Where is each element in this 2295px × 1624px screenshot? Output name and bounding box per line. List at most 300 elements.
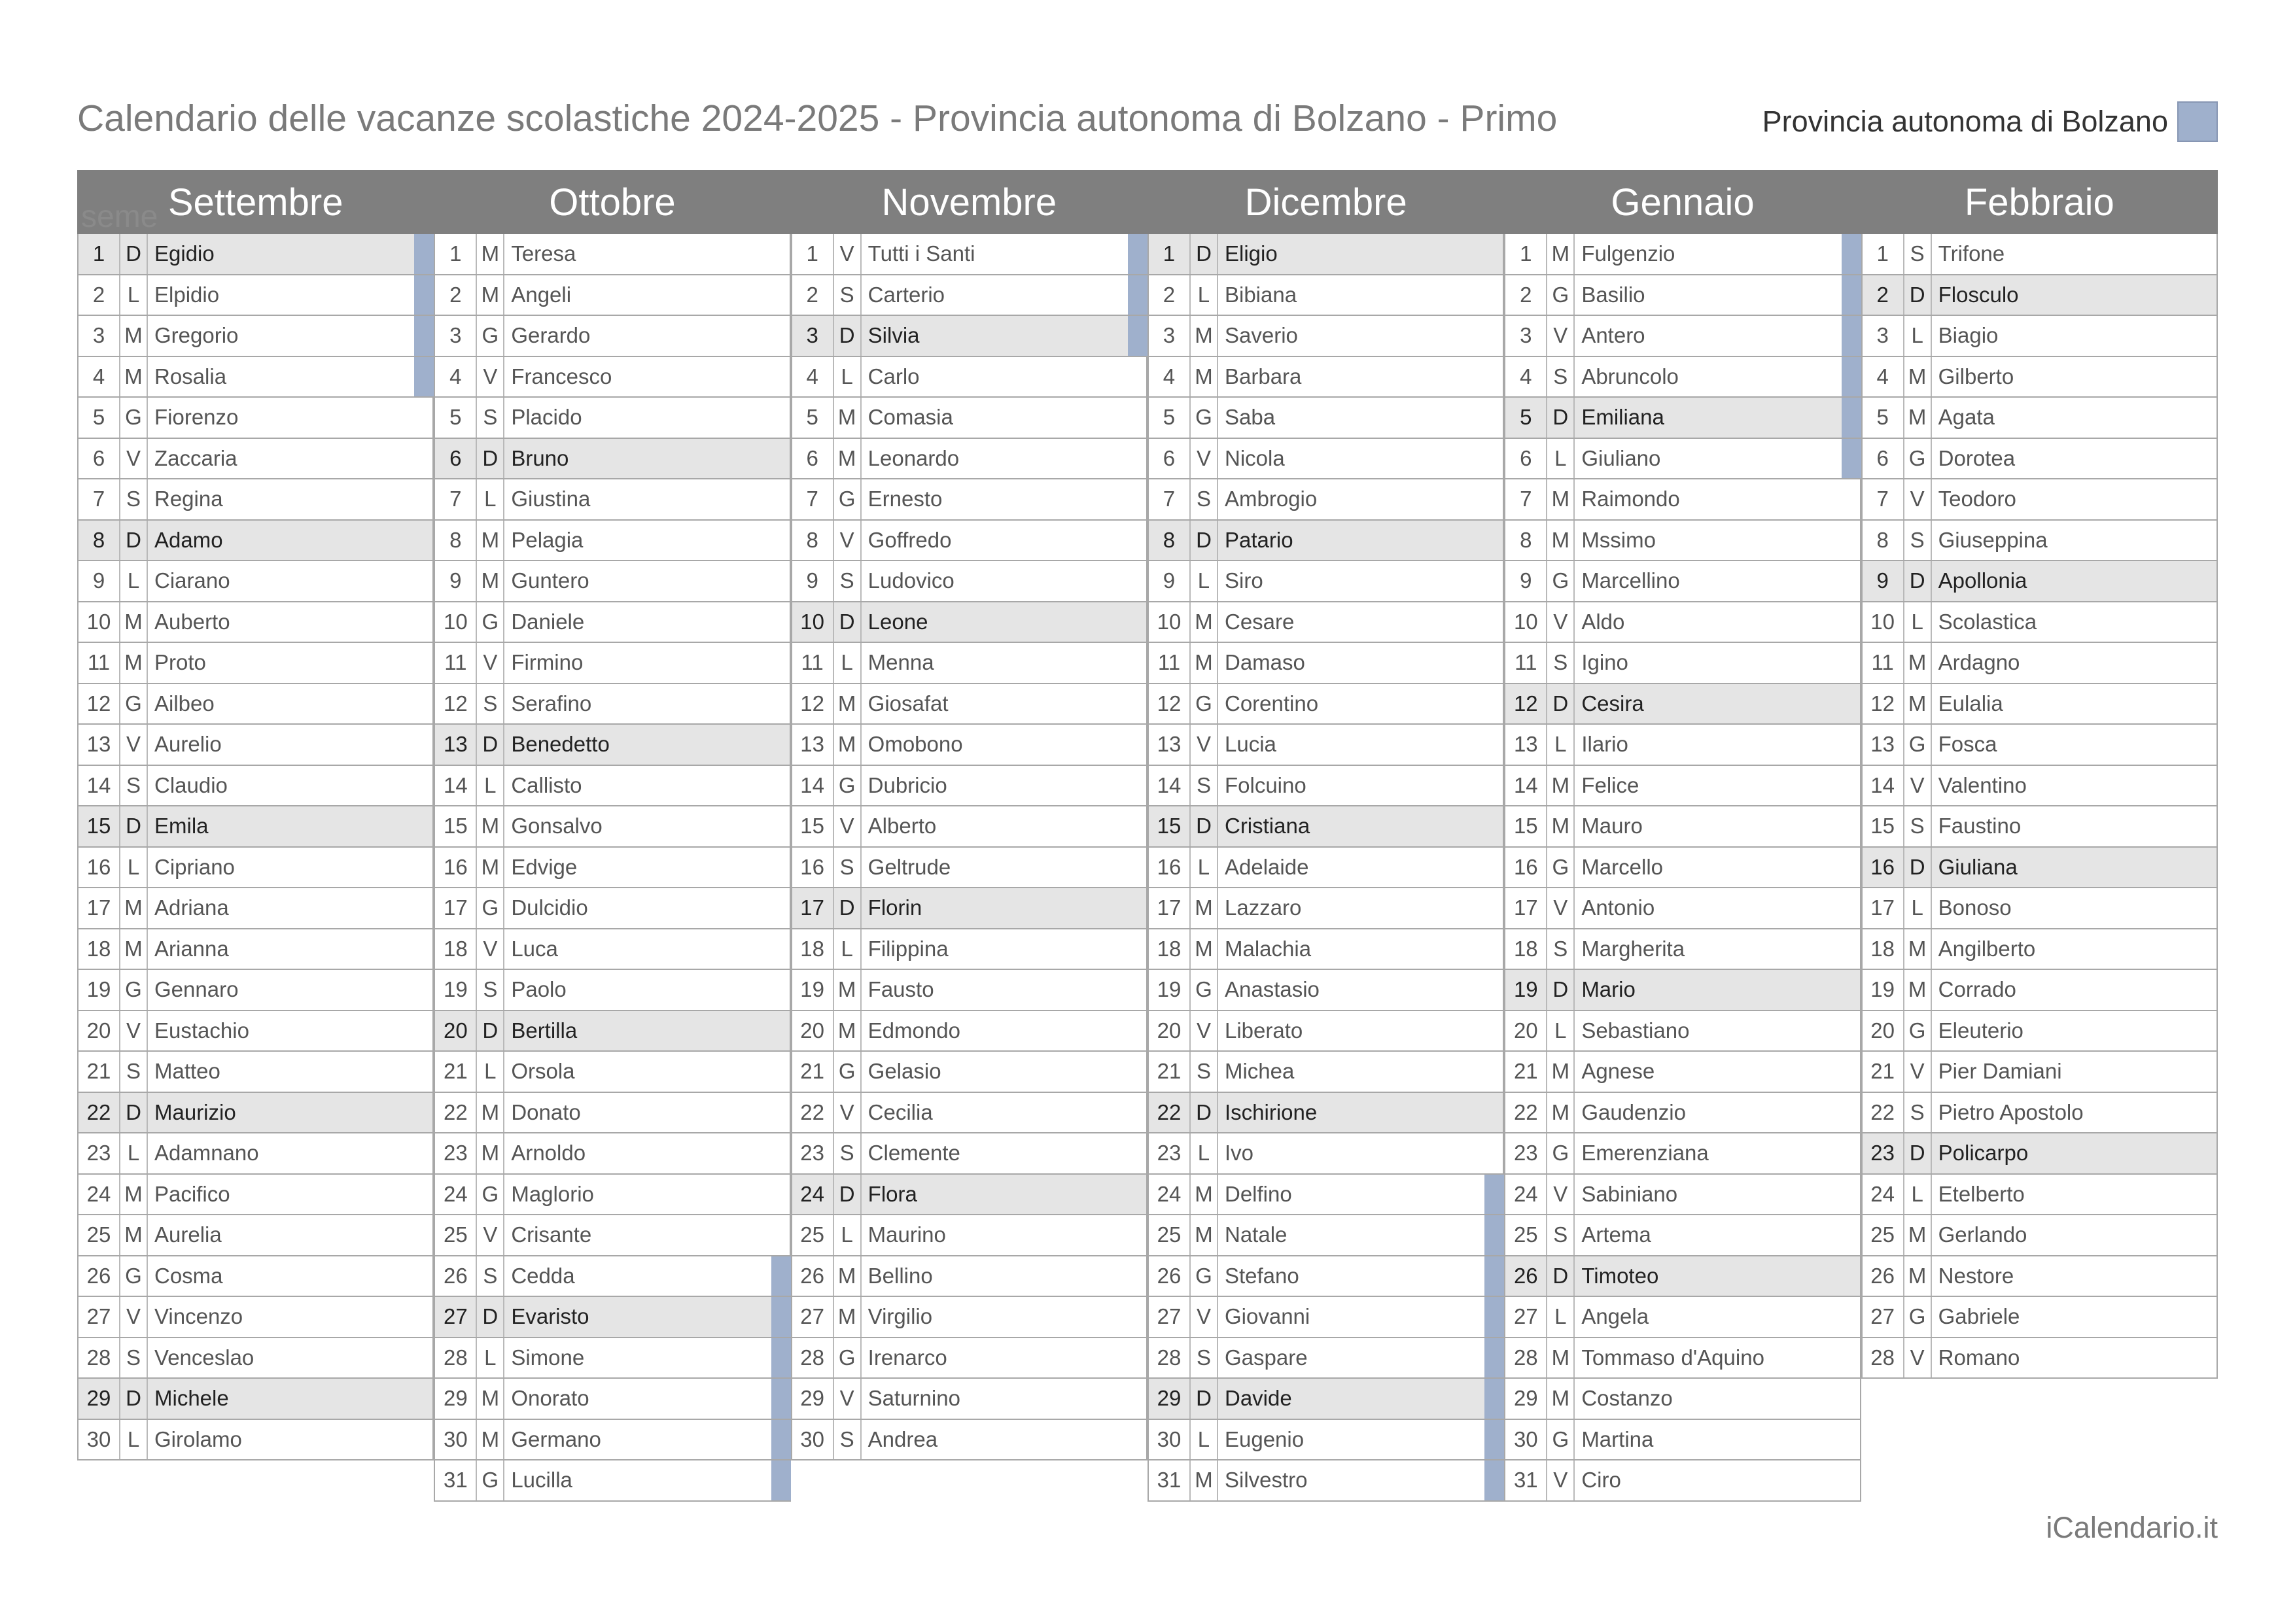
- saint-name: Ailbeo: [154, 691, 215, 716]
- saint-name: Eustachio: [154, 1018, 249, 1043]
- day-row: [434, 521, 790, 562]
- day-number: 16: [1505, 848, 1547, 888]
- day-row: [1504, 888, 1861, 929]
- saint-name: Andrea: [867, 1426, 938, 1451]
- weekday-letter: S: [1547, 929, 1575, 969]
- saint-name: Cesare: [1224, 609, 1295, 634]
- day-number: 14: [435, 766, 477, 806]
- saint-name: Cipriano: [154, 854, 235, 879]
- day-row: [1504, 970, 1861, 1011]
- day-row: [1148, 234, 1504, 275]
- day-number: 3: [435, 316, 477, 356]
- holiday-marker: [1484, 1215, 1504, 1255]
- weekday-letter: S: [477, 398, 504, 438]
- weekday-letter: L: [1547, 1011, 1575, 1051]
- weekday-letter: G: [1904, 439, 1932, 479]
- day-row: [434, 1460, 790, 1502]
- day-row: [77, 1215, 434, 1256]
- weekday-letter: M: [834, 398, 862, 438]
- saint-name: Girolamo: [154, 1426, 242, 1451]
- weekday-letter: M: [1904, 643, 1932, 683]
- weekday-letter: S: [477, 1256, 504, 1296]
- saint-name: Mario: [1581, 977, 1636, 1002]
- day-number: 15: [1149, 806, 1191, 846]
- day-number: 8: [1863, 521, 1904, 561]
- day-number: 13: [1149, 725, 1191, 765]
- weekday-letter: M: [1904, 970, 1932, 1010]
- holiday-marker: [1842, 275, 1861, 315]
- day-row: [1148, 766, 1504, 807]
- day-number: 16: [792, 848, 834, 888]
- saint-name: Ivo: [1224, 1141, 1254, 1166]
- saint-name: Matteo: [154, 1059, 220, 1084]
- saint-name: Nicola: [1224, 445, 1285, 470]
- saint-name: Scolastica: [1938, 609, 2037, 634]
- month-column: [1148, 170, 1504, 1502]
- legend-label: Provincia autonoma di Bolzano: [1762, 105, 2168, 138]
- day-row: [791, 275, 1148, 317]
- month-name: Dicembre: [1244, 181, 1407, 224]
- weekday-letter: V: [1904, 1052, 1932, 1092]
- saint-name: Adriana: [154, 895, 229, 920]
- day-row: [77, 806, 434, 848]
- day-row: [791, 357, 1148, 398]
- saint-name: Aurelio: [154, 732, 222, 757]
- day-row: [77, 398, 434, 439]
- holiday-marker: [771, 1256, 791, 1296]
- day-row: [434, 439, 790, 480]
- day-row: [1861, 806, 2218, 848]
- day-number: 9: [1149, 561, 1191, 601]
- weekday-letter: G: [834, 479, 862, 519]
- day-row: [791, 1256, 1148, 1298]
- saint-name: Malachia: [1224, 936, 1312, 961]
- day-row: [1504, 848, 1861, 889]
- day-row: [1504, 398, 1861, 439]
- weekday-letter: G: [120, 1256, 148, 1296]
- saint-name: Rosalia: [154, 364, 227, 389]
- saint-name: Donato: [511, 1099, 581, 1124]
- saint-name: Fiorenzo: [154, 405, 239, 430]
- weekday-letter: L: [834, 1215, 862, 1255]
- holiday-marker: [1484, 1256, 1504, 1296]
- day-number: 28: [1863, 1338, 1904, 1378]
- weekday-letter: V: [1547, 1460, 1575, 1500]
- weekday-letter: M: [1191, 1215, 1218, 1255]
- day-row: [77, 602, 434, 644]
- day-row: [1148, 643, 1504, 684]
- holiday-marker: [1842, 234, 1861, 274]
- day-number: 11: [79, 643, 120, 683]
- weekday-letter: M: [120, 643, 148, 683]
- day-row: [1861, 602, 2218, 644]
- saint-name: Trifone: [1938, 241, 2005, 266]
- weekday-letter: L: [1191, 275, 1218, 315]
- day-row: [434, 929, 790, 971]
- day-number: 19: [1149, 970, 1191, 1010]
- weekday-letter: M: [834, 1256, 862, 1296]
- saint-name: Simone: [511, 1345, 585, 1370]
- day-row: [434, 1379, 790, 1420]
- day-number: 10: [79, 602, 120, 642]
- weekday-letter: M: [1547, 1338, 1575, 1378]
- day-number: 11: [792, 643, 834, 683]
- day-row: [791, 561, 1148, 602]
- weekday-letter: M: [1191, 929, 1218, 969]
- weekday-letter: D: [1191, 1093, 1218, 1133]
- saint-name: Costanzo: [1581, 1386, 1673, 1411]
- day-number: 14: [792, 766, 834, 806]
- day-row: [1148, 316, 1504, 357]
- saint-name: Adelaide: [1224, 854, 1309, 879]
- day-number: 21: [1505, 1052, 1547, 1092]
- weekday-letter: M: [1547, 766, 1575, 806]
- weekday-letter: L: [1547, 439, 1575, 479]
- saint-name: Giovanni: [1224, 1304, 1310, 1329]
- day-row: [1148, 1011, 1504, 1052]
- weekday-letter: V: [477, 1215, 504, 1255]
- day-number: 20: [792, 1011, 834, 1051]
- day-number: 10: [1863, 602, 1904, 642]
- day-row: [1861, 643, 2218, 684]
- day-number: 13: [79, 725, 120, 765]
- holiday-marker: [414, 357, 434, 397]
- saint-name: Mauro: [1581, 814, 1643, 838]
- day-row: [434, 1215, 790, 1256]
- day-row: [77, 234, 434, 275]
- day-row: [1861, 275, 2218, 317]
- day-number: 31: [1505, 1460, 1547, 1500]
- saint-name: Gilberto: [1938, 364, 2014, 389]
- saint-name: Cosma: [154, 1263, 223, 1288]
- day-number: 6: [79, 439, 120, 479]
- saint-name: Bonoso: [1938, 895, 2012, 920]
- weekday-letter: G: [1191, 1256, 1218, 1296]
- day-row: [77, 1420, 434, 1461]
- day-number: 22: [792, 1093, 834, 1133]
- weekday-letter: L: [1904, 888, 1932, 928]
- weekday-letter: S: [1547, 1215, 1575, 1255]
- day-row: [1861, 1338, 2218, 1379]
- saint-name: Gennaro: [154, 977, 239, 1002]
- day-number: 18: [1149, 929, 1191, 969]
- day-row: [1148, 1460, 1504, 1502]
- weekday-letter: V: [1191, 725, 1218, 765]
- weekday-letter: G: [477, 1460, 504, 1500]
- weekday-letter: M: [1904, 398, 1932, 438]
- day-row: [1504, 1338, 1861, 1379]
- day-number: 10: [435, 602, 477, 642]
- saint-name: Carterio: [867, 282, 945, 307]
- weekday-letter: M: [834, 725, 862, 765]
- saint-name: Silvestro: [1224, 1468, 1308, 1493]
- saint-name: Saverio: [1224, 323, 1298, 348]
- day-number: 12: [1505, 684, 1547, 724]
- saint-name: Antero: [1581, 323, 1645, 348]
- day-number: 28: [792, 1338, 834, 1378]
- day-number: 26: [792, 1256, 834, 1296]
- weekday-letter: M: [477, 521, 504, 561]
- day-row: [791, 1011, 1148, 1052]
- saint-name: Gaudenzio: [1581, 1099, 1686, 1124]
- day-row: [791, 439, 1148, 480]
- day-row: [77, 766, 434, 807]
- saint-name: Marcello: [1581, 854, 1664, 879]
- day-number: 12: [1149, 684, 1191, 724]
- weekday-letter: S: [1191, 1338, 1218, 1378]
- saint-name: Adamnano: [154, 1141, 259, 1166]
- saint-name: Faustino: [1938, 814, 2022, 838]
- weekday-letter: L: [477, 1338, 504, 1378]
- weekday-letter: D: [834, 316, 862, 356]
- day-number: 18: [1863, 929, 1904, 969]
- weekday-letter: V: [1547, 316, 1575, 356]
- day-row: [77, 479, 434, 521]
- saint-name: Maurino: [867, 1222, 946, 1247]
- saint-name: Tutti i Santi: [867, 241, 975, 266]
- weekday-letter: M: [1191, 316, 1218, 356]
- saint-name: Apollonia: [1938, 568, 2027, 593]
- weekday-letter: M: [1904, 357, 1932, 397]
- day-number: 15: [792, 806, 834, 846]
- saint-name: Callisto: [511, 772, 582, 797]
- weekday-letter: G: [120, 398, 148, 438]
- saint-name: Lucilla: [511, 1468, 572, 1493]
- day-row: [77, 1133, 434, 1175]
- day-number: 25: [792, 1215, 834, 1255]
- day-number: 18: [1505, 929, 1547, 969]
- day-row: [791, 725, 1148, 766]
- day-number: 8: [79, 521, 120, 561]
- weekday-letter: S: [120, 1338, 148, 1378]
- saint-name: Anastasio: [1224, 977, 1320, 1002]
- day-row: [434, 398, 790, 439]
- day-number: 14: [1863, 766, 1904, 806]
- weekday-letter: S: [1191, 479, 1218, 519]
- saint-name: Ardagno: [1938, 650, 2020, 675]
- holiday-marker: [771, 1460, 791, 1500]
- day-row: [1504, 1379, 1861, 1420]
- weekday-letter: D: [834, 602, 862, 642]
- day-row: [1148, 521, 1504, 562]
- day-number: 16: [435, 848, 477, 888]
- weekday-letter: S: [834, 1133, 862, 1173]
- day-number: 28: [1505, 1338, 1547, 1378]
- weekday-letter: D: [477, 1011, 504, 1051]
- day-row: [791, 929, 1148, 971]
- holiday-marker: [1484, 1420, 1504, 1460]
- weekday-letter: M: [477, 1133, 504, 1173]
- weekday-letter: G: [120, 970, 148, 1010]
- day-number: 6: [792, 439, 834, 479]
- day-number: 5: [1505, 398, 1547, 438]
- header-ghost-text: seme: [81, 199, 158, 234]
- day-number: 4: [1863, 357, 1904, 397]
- day-row: [77, 1052, 434, 1093]
- day-row: [1504, 643, 1861, 684]
- saint-name: Basilio: [1581, 282, 1645, 307]
- saint-name: Sebastiano: [1581, 1018, 1690, 1043]
- weekday-letter: M: [120, 602, 148, 642]
- day-row: [1148, 1093, 1504, 1134]
- weekday-letter: L: [120, 1133, 148, 1173]
- saint-name: Dulcidio: [511, 895, 588, 920]
- saint-name: Corrado: [1938, 977, 2016, 1002]
- weekday-letter: D: [120, 234, 148, 274]
- day-row: [791, 398, 1148, 439]
- weekday-letter: L: [1547, 1297, 1575, 1337]
- weekday-letter: V: [477, 357, 504, 397]
- weekday-letter: D: [1904, 561, 1932, 601]
- day-row: [434, 234, 790, 275]
- weekday-letter: V: [834, 806, 862, 846]
- month-name: Gennaio: [1611, 181, 1755, 224]
- day-number: 31: [1149, 1460, 1191, 1500]
- day-row: [1504, 1256, 1861, 1298]
- saint-name: Serafino: [511, 691, 592, 716]
- saint-name: Cesira: [1581, 691, 1644, 716]
- saint-name: Ciarano: [154, 568, 230, 593]
- day-number: 1: [792, 234, 834, 274]
- day-number: 21: [792, 1052, 834, 1092]
- weekday-letter: V: [1547, 602, 1575, 642]
- page-title: Calendario delle vacanze scolastiche 2024-2025 - Provincia autonoma di Bolzano - Primo: [77, 97, 1558, 139]
- day-number: 13: [1505, 725, 1547, 765]
- weekday-letter: G: [1191, 398, 1218, 438]
- holiday-marker: [1128, 234, 1148, 274]
- day-number: 17: [792, 888, 834, 928]
- day-number: 13: [792, 725, 834, 765]
- day-number: 24: [435, 1175, 477, 1215]
- day-number: 19: [1863, 970, 1904, 1010]
- saint-name: Arnoldo: [511, 1141, 586, 1166]
- saint-name: Bibiana: [1224, 282, 1297, 307]
- day-number: 2: [79, 275, 120, 315]
- day-row: [1861, 1093, 2218, 1134]
- day-row: [1504, 1420, 1861, 1461]
- day-number: 1: [1149, 234, 1191, 274]
- weekday-letter: V: [120, 1297, 148, 1337]
- saint-name: Adamo: [154, 527, 223, 552]
- day-number: 9: [792, 561, 834, 601]
- weekday-letter: M: [120, 1215, 148, 1255]
- saint-name: Edvige: [511, 854, 578, 879]
- day-number: 1: [79, 234, 120, 274]
- weekday-letter: M: [120, 888, 148, 928]
- day-row: [791, 1093, 1148, 1134]
- weekday-letter: V: [477, 929, 504, 969]
- saint-name: Proto: [154, 650, 206, 675]
- holiday-marker: [414, 316, 434, 356]
- day-row: [434, 643, 790, 684]
- saint-name: Aldo: [1581, 609, 1625, 634]
- weekday-letter: M: [1547, 1093, 1575, 1133]
- weekday-letter: S: [1191, 1052, 1218, 1092]
- weekday-letter: G: [1547, 561, 1575, 601]
- weekday-letter: M: [834, 970, 862, 1010]
- day-number: 4: [792, 357, 834, 397]
- weekday-letter: S: [1191, 766, 1218, 806]
- saint-name: Menna: [867, 650, 934, 675]
- weekday-letter: D: [120, 1093, 148, 1133]
- weekday-letter: V: [120, 439, 148, 479]
- day-row: [434, 602, 790, 644]
- saint-name: Geltrude: [867, 854, 951, 879]
- legend: [1762, 101, 2218, 142]
- saint-name: Ambrogio: [1224, 487, 1318, 511]
- weekday-letter: V: [1904, 479, 1932, 519]
- weekday-letter: M: [1904, 1256, 1932, 1296]
- weekday-letter: M: [1904, 1215, 1932, 1255]
- holiday-marker: [1484, 1338, 1504, 1378]
- weekday-letter: S: [120, 1052, 148, 1092]
- day-row: [1504, 439, 1861, 480]
- saint-name: Claudio: [154, 772, 228, 797]
- weekday-letter: S: [1904, 1093, 1932, 1133]
- weekday-letter: V: [834, 1379, 862, 1419]
- weekday-letter: L: [1904, 316, 1932, 356]
- saint-name: Ernesto: [867, 487, 943, 511]
- weekday-letter: L: [477, 479, 504, 519]
- weekday-letter: M: [1191, 1460, 1218, 1500]
- day-row: [1148, 1052, 1504, 1093]
- month-name: Ottobre: [549, 181, 676, 224]
- weekday-letter: M: [120, 1175, 148, 1215]
- saint-name: Irenarco: [867, 1345, 947, 1370]
- weekday-letter: G: [1191, 684, 1218, 724]
- weekday-letter: S: [477, 970, 504, 1010]
- saint-name: Silvia: [867, 323, 920, 348]
- day-number: 23: [435, 1133, 477, 1173]
- day-number: 4: [435, 357, 477, 397]
- saint-name: Luca: [511, 936, 558, 961]
- day-row: [77, 439, 434, 480]
- day-row: [1504, 1093, 1861, 1134]
- day-row: [791, 602, 1148, 644]
- month-header: [434, 170, 790, 234]
- saint-name: Angilberto: [1938, 936, 2036, 961]
- saint-name: Nestore: [1938, 1263, 2014, 1288]
- day-number: 17: [1505, 888, 1547, 928]
- saint-name: Dorotea: [1938, 445, 2016, 470]
- saint-name: Gerardo: [511, 323, 591, 348]
- weekday-letter: L: [1904, 1175, 1932, 1215]
- day-number: 21: [435, 1052, 477, 1092]
- weekday-letter: G: [120, 684, 148, 724]
- day-row: [1148, 1256, 1504, 1298]
- day-number: 27: [1149, 1297, 1191, 1337]
- weekday-letter: M: [1547, 234, 1575, 274]
- saint-name: Cecilia: [867, 1099, 933, 1124]
- day-number: 2: [435, 275, 477, 315]
- day-number: 2: [1505, 275, 1547, 315]
- day-row: [434, 848, 790, 889]
- weekday-letter: M: [120, 929, 148, 969]
- weekday-letter: S: [834, 275, 862, 315]
- saint-name: Leonardo: [867, 445, 960, 470]
- day-row: [791, 888, 1148, 929]
- day-row: [1861, 888, 2218, 929]
- day-number: 19: [79, 970, 120, 1010]
- day-row: [434, 1175, 790, 1216]
- day-row: [791, 848, 1148, 889]
- day-row: [434, 806, 790, 848]
- weekday-letter: M: [1904, 929, 1932, 969]
- day-row: [791, 1297, 1148, 1338]
- saint-name: Raimondo: [1581, 487, 1680, 511]
- day-row: [791, 234, 1148, 275]
- day-row: [77, 725, 434, 766]
